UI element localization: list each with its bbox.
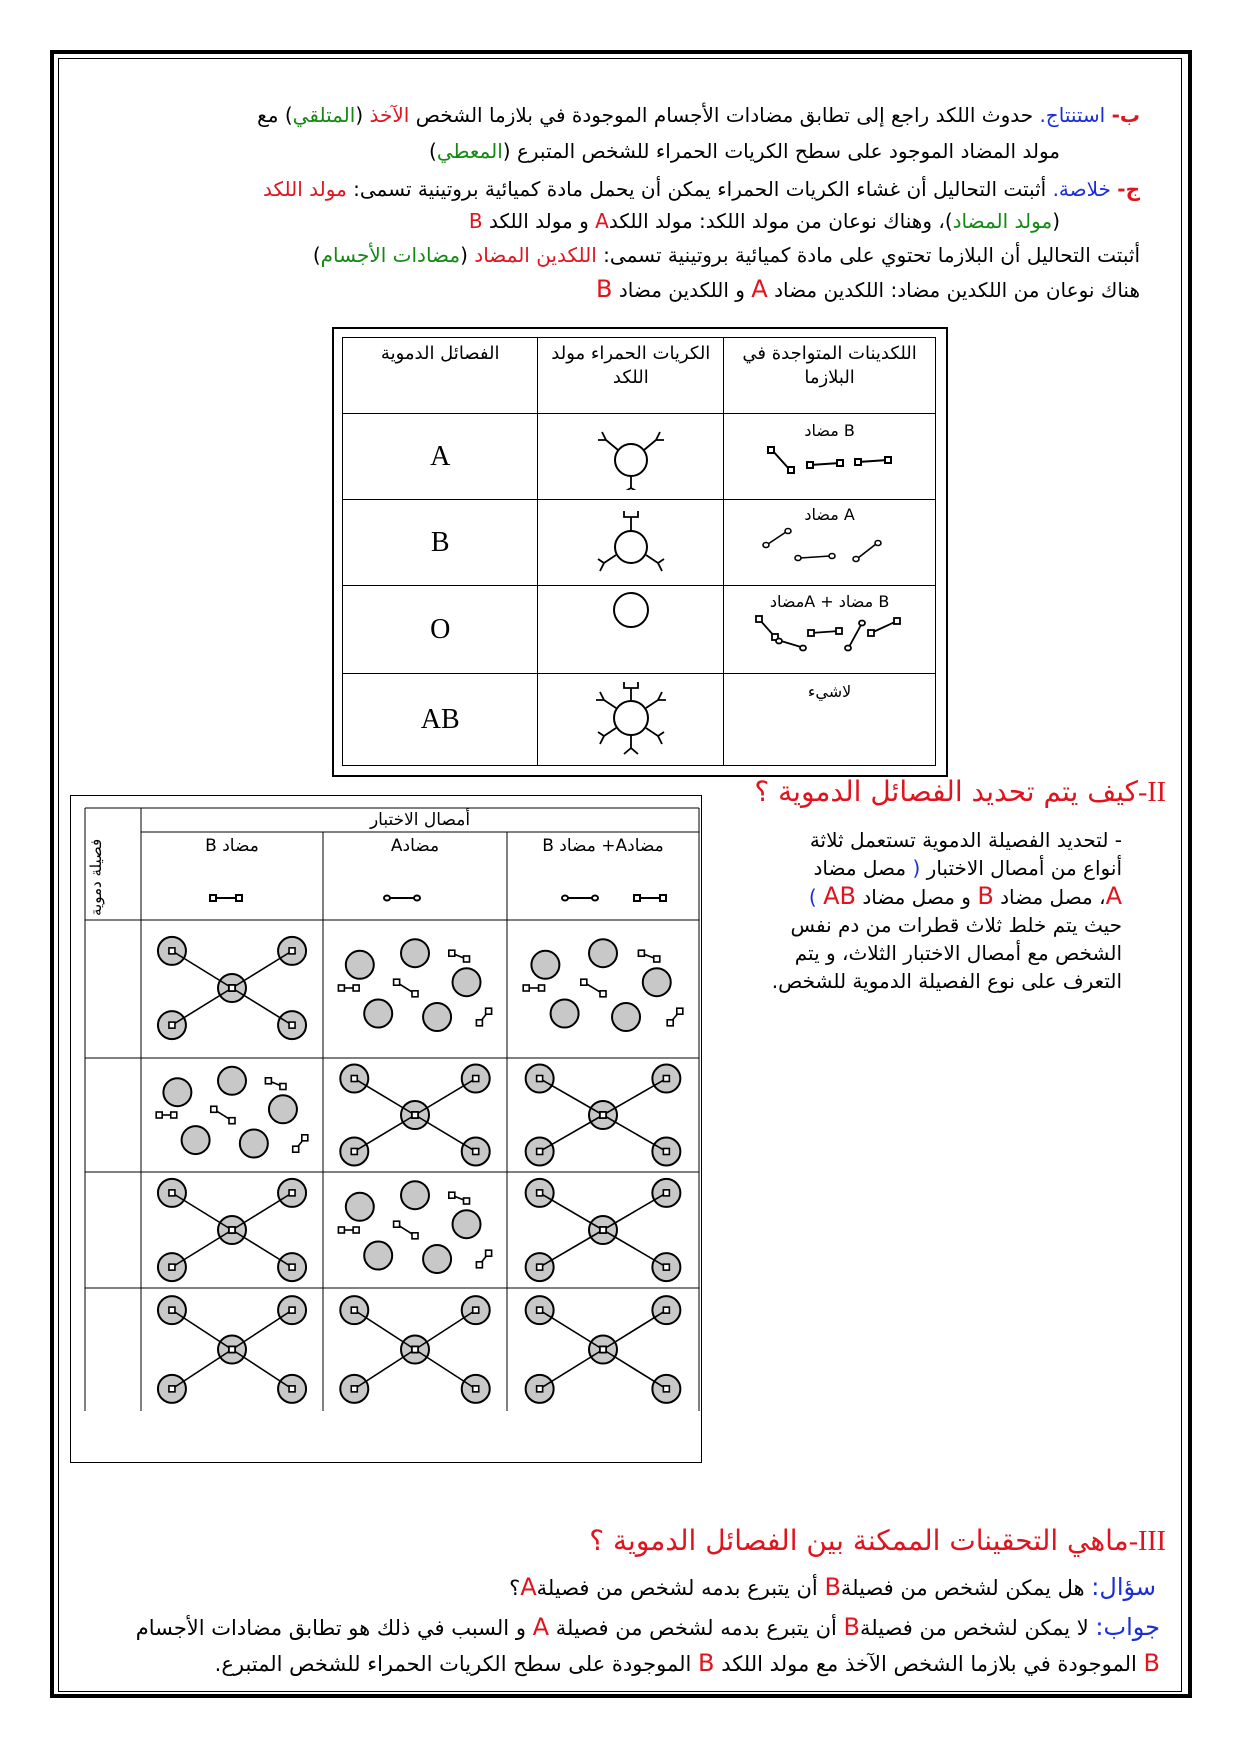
antibody: [232, 1350, 292, 1389]
red-cell-o-diagram: [576, 586, 686, 636]
cell-anti-a: مضاد A: [724, 500, 936, 586]
antibody-end: [449, 1192, 455, 1198]
section-3-heading: III-ماهي التحقينات الممكنة بين الفصائل الدموية ؟: [589, 1524, 1166, 1557]
red-cell-a-diagram: [576, 420, 686, 490]
test-serum-title: أمصال الاختبار: [369, 810, 471, 830]
antibody-end: [169, 1022, 175, 1028]
summary-line-3: أثبتت التحاليل أن البلازما تحتوي على مادة كميائية بروتينية تسمى: اللكدين المضاد (مضادات الأجسام): [312, 243, 1140, 267]
group-label: B: [343, 500, 538, 586]
answer-line-1: جواب: لا يمكن لشخص من فصيلةB أن يتبرع بدمه لشخص من فصيلة A و السبب في ذلك هو تطابق مضادات الأجسام: [135, 1613, 1160, 1641]
antibody: [354, 1310, 415, 1349]
agglutination-diagram: [71, 796, 701, 1462]
antibody-end: [412, 1233, 418, 1239]
antibody-end: [473, 1307, 479, 1313]
summary-line-1: ج- خلاصة. أثبتت التحاليل أن غشاء الكريات الحمراء يمكن أن يحمل مادة كميائية بروتينية تسمى: مولد اللكد: [262, 177, 1140, 201]
answer-line-2: B الموجودة في بلازما الشخص الآخذ مع مولد اللكد B الموجودة على سطح الكريات الحمراء للشخص المتبرع.: [214, 1649, 1160, 1677]
antibody: [540, 1115, 603, 1151]
section-2-heading: II-كيف يتم تحديد الفصائل الدموية ؟: [754, 775, 1166, 808]
antibody: [172, 1310, 232, 1349]
antibody-end: [537, 1386, 543, 1392]
red-cell-ab-diagram: [576, 676, 686, 760]
antibody-end: [289, 1264, 295, 1270]
antibody-end: [338, 985, 344, 991]
antibody-end: [600, 1112, 606, 1118]
antibody-end: [394, 979, 400, 985]
group-label: O: [343, 586, 538, 674]
antibody-end: [581, 979, 587, 985]
antibody-end: [351, 1386, 357, 1392]
col-anti-b: مضاد B: [205, 836, 259, 856]
antibody-end: [464, 1198, 470, 1204]
red-blood-cell: [612, 1003, 640, 1031]
antibody-end: [171, 1112, 177, 1118]
red-blood-cell: [643, 968, 671, 996]
conclusion-line-1: ب- استنتاج. حدوث اللكد راجع إلى تطابق مضادات الأجسام الموجودة في بلازما الشخص الآخذ (المتلقي) مع: [257, 103, 1140, 127]
red-blood-cell: [364, 1242, 392, 1270]
group-label: A: [343, 414, 538, 500]
antibody-end: [289, 948, 295, 954]
antibody-end: [663, 1148, 669, 1154]
antibody-end: [289, 1190, 295, 1196]
red-blood-cell: [346, 1193, 374, 1221]
antibody-end: [486, 1008, 492, 1014]
blood-group-side-label: فصيلة دموية: [87, 838, 105, 916]
antibody: [540, 1230, 603, 1267]
antibody: [540, 1350, 603, 1389]
cell-anti-a-and-b: مضادA + مضاد B: [724, 586, 936, 674]
antibody: [232, 951, 292, 988]
antibody-end: [476, 1262, 482, 1268]
antibody-end: [473, 1076, 479, 1082]
antibody-end: [353, 985, 359, 991]
cell-antigen-ab: [538, 674, 724, 766]
red-blood-cell: [531, 951, 559, 979]
header-blood-group: الفصائل الدموية: [343, 338, 538, 414]
antibody-end: [412, 1347, 418, 1353]
antibody-end: [229, 1347, 235, 1353]
cell-antigen-b: [538, 500, 724, 586]
antibody-end: [663, 1076, 669, 1082]
red-blood-cell: [269, 1095, 297, 1123]
section-2-paragraph: - لتحديد الفصيلة الدموية تستعمل ثلاثة أنواع من أمصال الاختبار ( مصل مضاد A، مصل مضاد B و مصل مضاد AB ) حيث يتم خلط ثلاث قطرات من دم نفس الشخص مع أمصال الاختبار الثلاث، و يتم التعرف على نوع الفصيلة الدموية للشخص.: [771, 828, 1122, 993]
antibody-end: [539, 985, 545, 991]
header-plasma-antibodies: اللكدينات المتواجدة في البلازما: [724, 338, 936, 414]
antibody: [603, 1079, 666, 1115]
antibody-end: [169, 1307, 175, 1313]
anti-b-antibodies-icon: [750, 440, 910, 480]
antibody-end: [523, 985, 529, 991]
antibody-end: [537, 1076, 543, 1082]
red-blood-cell: [163, 1078, 191, 1106]
antibody: [603, 1193, 666, 1230]
antibody: [603, 1230, 666, 1267]
antibody-end: [638, 950, 644, 956]
antibody-end: [663, 1190, 669, 1196]
red-blood-cell: [423, 1003, 451, 1031]
antibody-end: [412, 1112, 418, 1118]
antibody-end: [394, 1221, 400, 1227]
antibody-end: [600, 1347, 606, 1353]
antibody-end: [156, 1112, 162, 1118]
antibody-end: [654, 956, 660, 962]
antibody-end: [169, 1264, 175, 1270]
cell-no-antibody: لاشيء: [724, 674, 936, 766]
antibody-end: [449, 950, 455, 956]
red-blood-cell: [218, 1067, 246, 1095]
antibody: [172, 1193, 232, 1230]
antibody-end: [169, 948, 175, 954]
red-cell-b-diagram: [576, 503, 686, 579]
antibody: [415, 1115, 476, 1151]
antibody-end: [169, 1190, 175, 1196]
antibody-end: [537, 1148, 543, 1154]
conclusion-line-2: مولد المضاد الموجود على سطح الكريات الحمراء للشخص المتبرع (المعطي): [429, 139, 1060, 163]
antibody-end: [211, 1106, 217, 1112]
blood-groups-table: [332, 327, 948, 777]
antibody: [415, 1310, 476, 1349]
red-blood-cell: [453, 968, 481, 996]
antibody-end: [473, 1148, 479, 1154]
test-serum-table: [70, 795, 702, 1463]
antibody-end: [667, 1020, 673, 1026]
summary-line-2: (مولد المضاد)، وهناك نوعان من مولد اللكد: مولد اللكدA و مولد اللكد B: [468, 209, 1060, 233]
antibody-end: [229, 1118, 235, 1124]
red-blood-cell: [182, 1126, 210, 1154]
antibody-end: [351, 1076, 357, 1082]
antibody-end: [663, 1386, 669, 1392]
antibody: [415, 1079, 476, 1115]
antibody: [354, 1350, 415, 1389]
group-label: AB: [343, 674, 538, 766]
antibody-end: [280, 1084, 286, 1090]
antibody: [603, 1350, 666, 1389]
antibody-end: [486, 1250, 492, 1256]
antibody-end: [169, 1386, 175, 1392]
antibody-end: [600, 1227, 606, 1233]
antibody: [415, 1350, 476, 1389]
cell-anti-b: مضاد B: [724, 414, 936, 500]
antibody-end: [351, 1148, 357, 1154]
antibody-end: [677, 1008, 683, 1014]
red-blood-cell: [401, 1181, 429, 1209]
antibody: [172, 951, 232, 988]
antibody: [232, 1193, 292, 1230]
antibody-end: [473, 1386, 479, 1392]
cell-antigen-a: [538, 414, 724, 500]
antibody-end: [229, 985, 235, 991]
antibody-end: [289, 1307, 295, 1313]
antibody: [603, 1310, 666, 1349]
antibody: [172, 1230, 232, 1267]
antibody: [540, 1310, 603, 1349]
antibody: [232, 1230, 292, 1267]
antibody-end: [476, 1020, 482, 1026]
antibody: [603, 1115, 666, 1151]
antibody-end: [353, 1227, 359, 1233]
antibody: [540, 1193, 603, 1230]
red-blood-cell: [551, 1000, 579, 1028]
antibody-end: [338, 1227, 344, 1233]
col-anti-a: مضادA: [390, 836, 440, 856]
header-red-cells: الكريات الحمراء مولد اللكد: [538, 338, 724, 414]
antibody: [172, 1350, 232, 1389]
red-blood-cell: [240, 1130, 268, 1158]
antibody: [540, 1079, 603, 1115]
col-anti-a-plus-b: مضادA+ مضاد B: [542, 836, 664, 856]
antibody-end: [289, 1386, 295, 1392]
question-line: سؤال: هل يمكن لشخص من فصيلةB أن يتبرع بدمه لشخص من فصيلةA؟: [509, 1573, 1156, 1601]
antibody-end: [600, 991, 606, 997]
summary-line-4: هناك نوعان من اللكدين مضاد: اللكدين مضاد A و اللكدين مضاد B: [596, 275, 1140, 303]
antibody: [172, 988, 232, 1025]
antibody-end: [537, 1264, 543, 1270]
cell-no-antigen: [538, 586, 724, 674]
antibody-end: [265, 1078, 271, 1084]
antibody-end: [302, 1135, 308, 1141]
antibody-end: [351, 1307, 357, 1313]
antibody-end: [412, 991, 418, 997]
antibody-end: [663, 1264, 669, 1270]
antibody-end: [537, 1307, 543, 1313]
red-blood-cell: [364, 1000, 392, 1028]
antibody-end: [464, 956, 470, 962]
red-blood-cell: [346, 951, 374, 979]
antibody-end: [537, 1190, 543, 1196]
antibody: [232, 1310, 292, 1349]
red-blood-cell: [401, 939, 429, 967]
red-blood-cell: [453, 1210, 481, 1238]
antibody: [354, 1115, 415, 1151]
red-blood-cell: [589, 939, 617, 967]
antibody-end: [293, 1146, 299, 1152]
anti-a-and-b-antibodies-icon: [745, 611, 915, 655]
anti-a-antibodies-icon: [750, 524, 910, 568]
antibody-end: [229, 1227, 235, 1233]
antibody-end: [289, 1022, 295, 1028]
antibody: [354, 1079, 415, 1115]
red-blood-cell: [423, 1245, 451, 1273]
antibody-end: [663, 1307, 669, 1313]
antibody: [232, 988, 292, 1025]
